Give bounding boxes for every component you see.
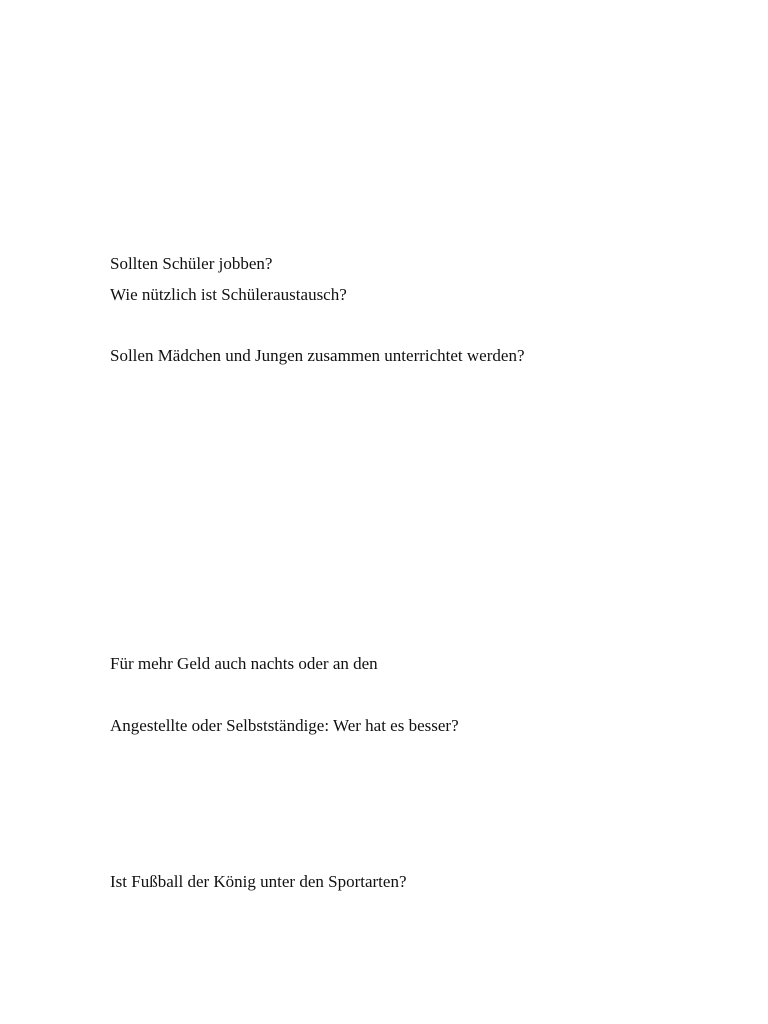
text-line: Wie nützlich ist Schüleraustausch?: [110, 285, 347, 304]
text-line: Für mehr Geld auch nachts oder an den: [110, 654, 378, 673]
text-line: Angestellte oder Selbstständige: Wer hat es besser?: [110, 716, 459, 735]
text-line: Sollen Mädchen und Jungen zusammen unterrichtet werden?: [110, 346, 525, 365]
text-line: Ist Fußball der König unter den Sportarten?: [110, 872, 407, 891]
text-line: Sollten Schüler jobben?: [110, 254, 273, 273]
